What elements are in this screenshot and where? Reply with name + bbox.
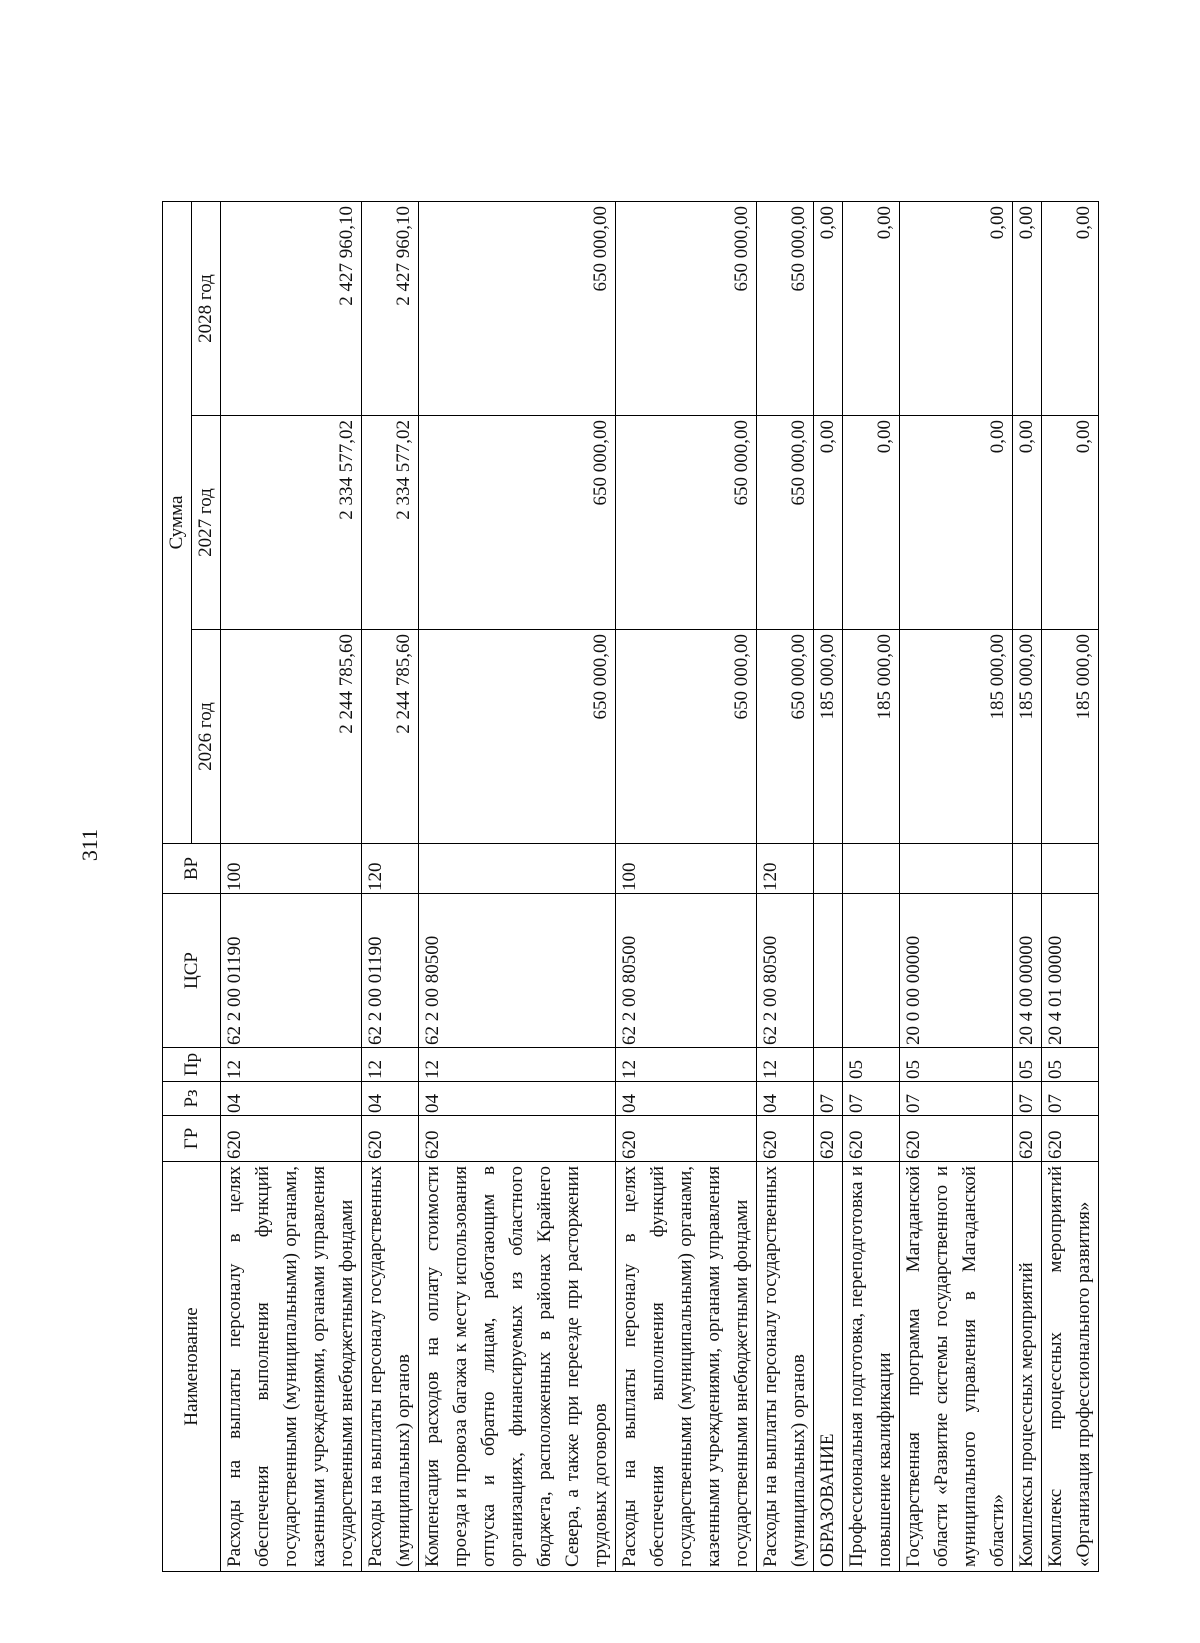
cell-pr: 05	[843, 1048, 900, 1082]
cell-2026: 650 000,00	[419, 630, 616, 844]
cell-vr	[1042, 844, 1099, 894]
cell-2028: 650 000,00	[419, 202, 616, 416]
cell-2027: 650 000,00	[419, 416, 616, 630]
cell-gr: 620	[616, 1116, 757, 1162]
cell-name: Государственная программа Магаданской области «Развитие системы государственного и муниципального управления в Магаданской области»	[900, 1162, 1013, 1572]
cell-2026: 2 244 785,60	[221, 630, 362, 844]
cell-gr: 620	[419, 1116, 616, 1162]
cell-2026: 185 000,00	[814, 630, 843, 844]
cell-2027: 2 334 577,02	[221, 416, 362, 630]
cell-rz: 07	[1013, 1082, 1042, 1116]
cell-gr: 620	[221, 1116, 362, 1162]
table-row	[900, 202, 1013, 1572]
cell-gr: 620	[757, 1116, 814, 1162]
cell-2028: 0,00	[1013, 202, 1042, 416]
cell-rz: 04	[616, 1082, 757, 1116]
cell-vr: 120	[757, 844, 814, 894]
cell-csr: 62 2 00 80500	[616, 894, 757, 1048]
cell-2026: 185 000,00	[1042, 630, 1099, 844]
cell-csr: 20 4 00 00000	[1013, 894, 1042, 1048]
cell-gr: 620	[843, 1116, 900, 1162]
cell-name: Расходы на выплаты персоналу в целях обеспечения выполнения функций государственными (муниципальными) органами, казенными учреждениями, органами управления государственными внебюджетными фондами	[616, 1162, 757, 1572]
table-row	[814, 202, 843, 1572]
cell-2027: 0,00	[1013, 416, 1042, 630]
cell-pr: 12	[221, 1048, 362, 1082]
cell-2027: 650 000,00	[616, 416, 757, 630]
cell-2028: 650 000,00	[616, 202, 757, 416]
cell-pr: 05	[1042, 1048, 1099, 1082]
cell-vr	[843, 844, 900, 894]
cell-2027: 2 334 577,02	[362, 416, 419, 630]
cell-2026: 2 244 785,60	[362, 630, 419, 844]
table-row	[616, 202, 757, 1572]
cell-2028: 0,00	[900, 202, 1013, 416]
cell-2028: 0,00	[843, 202, 900, 416]
cell-2026: 650 000,00	[616, 630, 757, 844]
cell-gr: 620	[1013, 1116, 1042, 1162]
cell-name: Расходы на выплаты персоналу государственных (муниципальных) органов	[757, 1162, 814, 1572]
cell-vr: 100	[616, 844, 757, 894]
cell-2028: 2 427 960,10	[221, 202, 362, 416]
cell-2026: 185 000,00	[843, 630, 900, 844]
cell-vr	[814, 844, 843, 894]
table-row	[419, 202, 616, 1572]
cell-pr: 12	[757, 1048, 814, 1082]
cell-name: Расходы на выплаты персоналу в целях обеспечения выполнения функций государственными (муниципальными) органами, казенными учреждениями, органами управления государственными внебюджетными фондами	[221, 1162, 362, 1572]
cell-name: ОБРАЗОВАНИЕ	[814, 1162, 843, 1572]
cell-pr: 12	[362, 1048, 419, 1082]
cell-2027: 0,00	[1042, 416, 1099, 630]
table-row	[362, 202, 419, 1572]
cell-gr: 620	[900, 1116, 1013, 1162]
header-2027: 2027 год	[192, 416, 221, 630]
cell-rz: 07	[843, 1082, 900, 1116]
cell-pr: 12	[419, 1048, 616, 1082]
cell-pr: 12	[616, 1048, 757, 1082]
cell-name: Комплексы процессных мероприятий	[1013, 1162, 1042, 1572]
cell-vr	[900, 844, 1013, 894]
cell-gr: 620	[814, 1116, 843, 1162]
cell-pr: 05	[1013, 1048, 1042, 1082]
cell-csr: 20 4 01 00000	[1042, 894, 1099, 1048]
header-vr: ВР	[163, 844, 221, 894]
cell-vr	[1013, 844, 1042, 894]
cell-2028: 0,00	[814, 202, 843, 416]
cell-2027: 0,00	[843, 416, 900, 630]
cell-2027: 650 000,00	[757, 416, 814, 630]
header-pr: Пр	[163, 1048, 221, 1082]
cell-name: Комплекс процессных мероприятий «Организация профессионального развития»	[1042, 1162, 1099, 1572]
header-2026: 2026 год	[192, 630, 221, 844]
header-csr: ЦСР	[163, 894, 221, 1048]
header-gr: ГР	[163, 1116, 221, 1162]
table-row	[757, 202, 814, 1572]
table-body	[221, 202, 1099, 1572]
cell-2027: 0,00	[814, 416, 843, 630]
cell-2028: 650 000,00	[757, 202, 814, 416]
cell-rz: 04	[757, 1082, 814, 1116]
header-2028: 2028 год	[192, 202, 221, 416]
cell-csr	[843, 894, 900, 1048]
cell-gr: 620	[1042, 1116, 1099, 1162]
table-row	[843, 202, 900, 1572]
rotated-table-container	[162, 202, 1094, 1572]
cell-rz: 04	[419, 1082, 616, 1116]
cell-pr: 05	[900, 1048, 1013, 1082]
cell-2028: 2 427 960,10	[362, 202, 419, 416]
cell-csr: 62 2 00 01190	[221, 894, 362, 1048]
header-sum: Сумма	[163, 202, 192, 844]
table-row	[1013, 202, 1042, 1572]
cell-name: Компенсация расходов на оплату стоимости проезда и провоза багажа к месту использования отпуска и обратно лицам, работающим в организациях, финансируемых из областного бюджета, расположенных в районах Крайнего Севера, а также при переезде при расторжении трудовых договоров	[419, 1162, 616, 1572]
cell-rz: 04	[362, 1082, 419, 1116]
cell-vr: 120	[362, 844, 419, 894]
table-row	[221, 202, 362, 1572]
page-number: 311	[77, 828, 102, 862]
cell-2026: 650 000,00	[757, 630, 814, 844]
cell-csr: 62 2 00 80500	[757, 894, 814, 1048]
cell-2028: 0,00	[1042, 202, 1099, 416]
cell-csr	[814, 894, 843, 1048]
header-rz: Рз	[163, 1082, 221, 1116]
cell-name: Расходы на выплаты персоналу государственных (муниципальных) органов	[362, 1162, 419, 1572]
cell-vr	[419, 844, 616, 894]
cell-pr	[814, 1048, 843, 1082]
cell-csr: 20 0 00 00000	[900, 894, 1013, 1048]
cell-rz: 04	[221, 1082, 362, 1116]
cell-rz: 07	[814, 1082, 843, 1116]
cell-2026: 185 000,00	[900, 630, 1013, 844]
table-row	[1042, 202, 1099, 1572]
cell-2026: 185 000,00	[1013, 630, 1042, 844]
cell-2027: 0,00	[900, 416, 1013, 630]
cell-rz: 07	[1042, 1082, 1099, 1116]
cell-rz: 07	[900, 1082, 1013, 1116]
cell-gr: 620	[362, 1116, 419, 1162]
cell-csr: 62 2 00 80500	[419, 894, 616, 1048]
budget-table	[162, 201, 1099, 1572]
cell-vr: 100	[221, 844, 362, 894]
cell-name: Профессиональная подготовка, переподготовка и повышение квалификации	[843, 1162, 900, 1572]
header-name: Наименование	[163, 1162, 221, 1572]
cell-csr: 62 2 00 01190	[362, 894, 419, 1048]
